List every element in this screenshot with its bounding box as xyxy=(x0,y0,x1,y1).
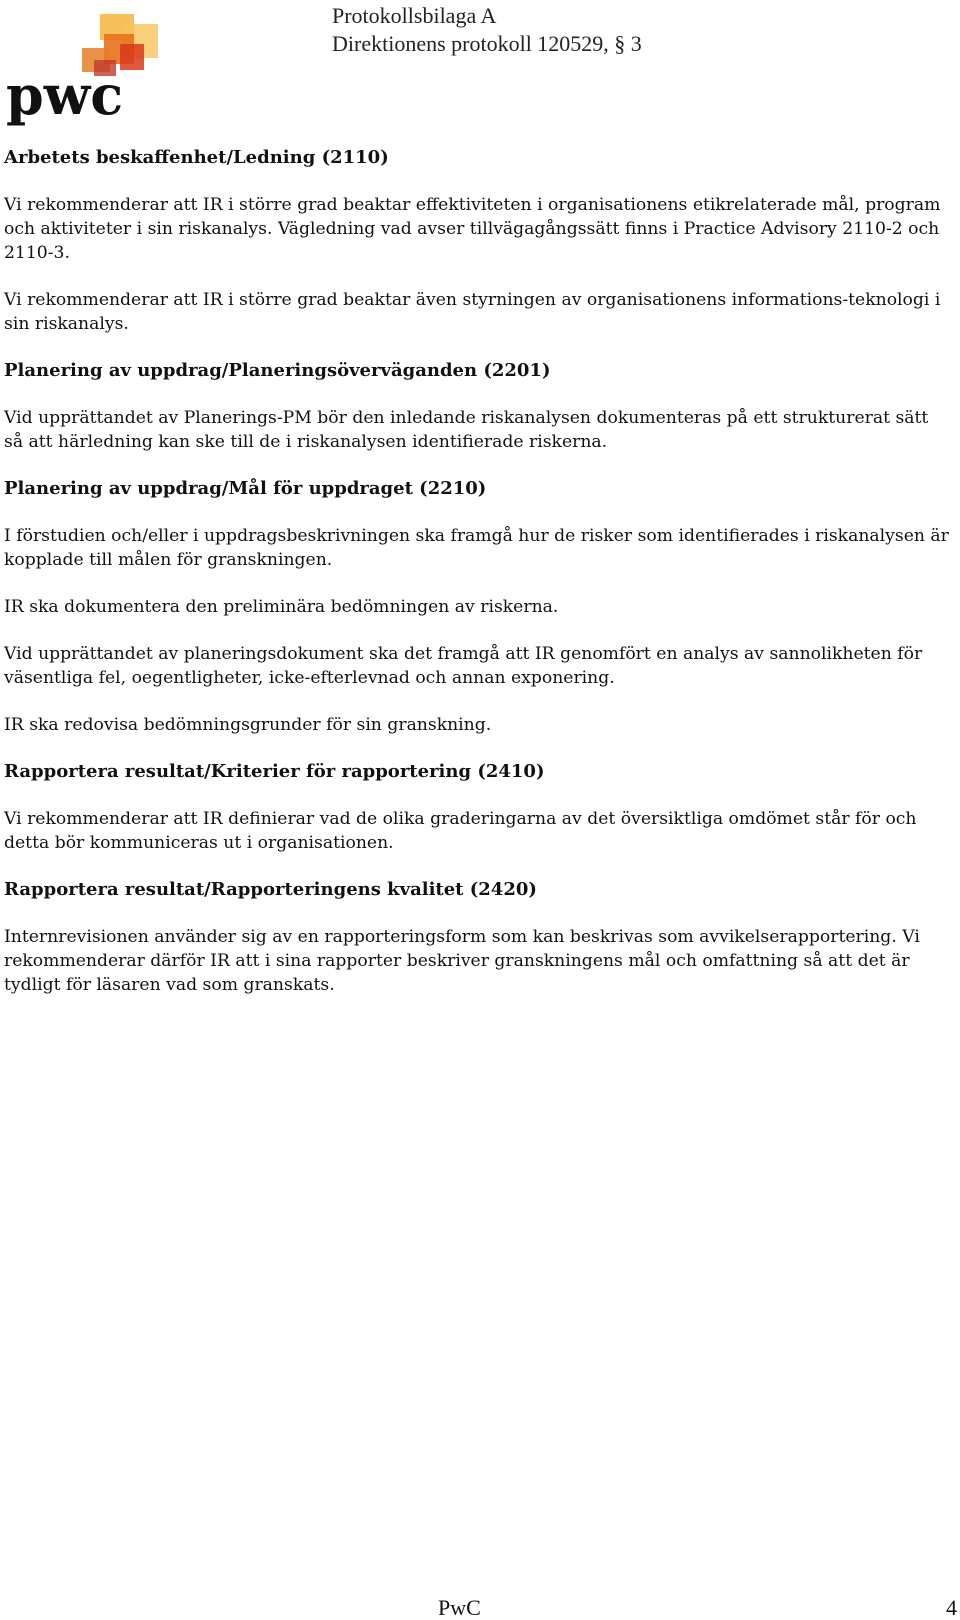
section-heading: Arbetets beskaffenhet/Ledning (2110) xyxy=(4,147,389,168)
section-paragraph: Vi rekommenderar att IR definierar vad de olika graderingarna av det översiktliga omdömet står för och detta bör kommuniceras ut i organisationen. xyxy=(4,809,917,853)
protocol-header xyxy=(332,2,642,58)
section-paragraph: Vi rekommenderar att IR i större grad beaktar även styrningen av organisationens informations-teknologi i sin riskanalys. xyxy=(4,290,941,334)
section-heading: Rapportera resultat/Rapporteringens kvalitet (2420) xyxy=(4,879,537,900)
section-paragraph: IR ska redovisa bedömningsgrunder för sin granskning. xyxy=(4,715,492,735)
section-heading: Rapportera resultat/Kriterier för rapportering (2410) xyxy=(4,761,545,782)
section-paragraph: Vid upprättandet av planeringsdokument ska det framgå att IR genomfört en analys av sannolikheten för väsentliga fel, oegentligheter, icke-efterlevnad och annan exponering. xyxy=(4,644,923,688)
page-number: 4 xyxy=(946,1595,957,1620)
pwc-logo xyxy=(6,14,166,134)
section-paragraph: Vid upprättandet av Planerings-PM bör den inledande riskanalysen dokumenteras på ett strukturerat sätt så att härledning kan ske till de i riskanalysen identifierade riskerna. xyxy=(4,408,929,452)
footer-company: PwC xyxy=(438,1595,481,1620)
section-paragraph: Vi rekommenderar att IR i större grad beaktar effektiviteten i organisationens etikrelaterade mål, program och aktiviteter i sin riskanalys. Vägledning vad avser tillvägagångssätt finns i Practice Advisory 2110-2 och 2110-3. xyxy=(4,195,941,263)
section-paragraph: I förstudien och/eller i uppdragsbeskrivningen ska framgå hur de risker som identifierades i riskanalysen är kopplade till målen för granskningen. xyxy=(4,526,949,570)
document-body xyxy=(4,146,949,1020)
section-heading: Planering av uppdrag/Planeringsöverväganden (2201) xyxy=(4,360,551,381)
section-paragraph: Internrevisionen använder sig av en rapporteringsform som kan beskrivas som avvikelserapportering. Vi rekommenderar därför IR att i sina rapporter beskriver granskningens mål och omfattning så att det är tydligt för läsaren vad som granskats. xyxy=(4,927,920,995)
logo-wordmark: pwc xyxy=(6,63,124,127)
protocol-reference: Direktionens protokoll 120529, § 3 xyxy=(332,31,642,56)
section-paragraph: IR ska dokumentera den preliminära bedömningen av riskerna. xyxy=(4,597,559,617)
protocol-appendix-label: Protokollsbilaga A xyxy=(332,3,497,28)
section-heading: Planering av uppdrag/Mål för uppdraget (2210) xyxy=(4,478,487,499)
